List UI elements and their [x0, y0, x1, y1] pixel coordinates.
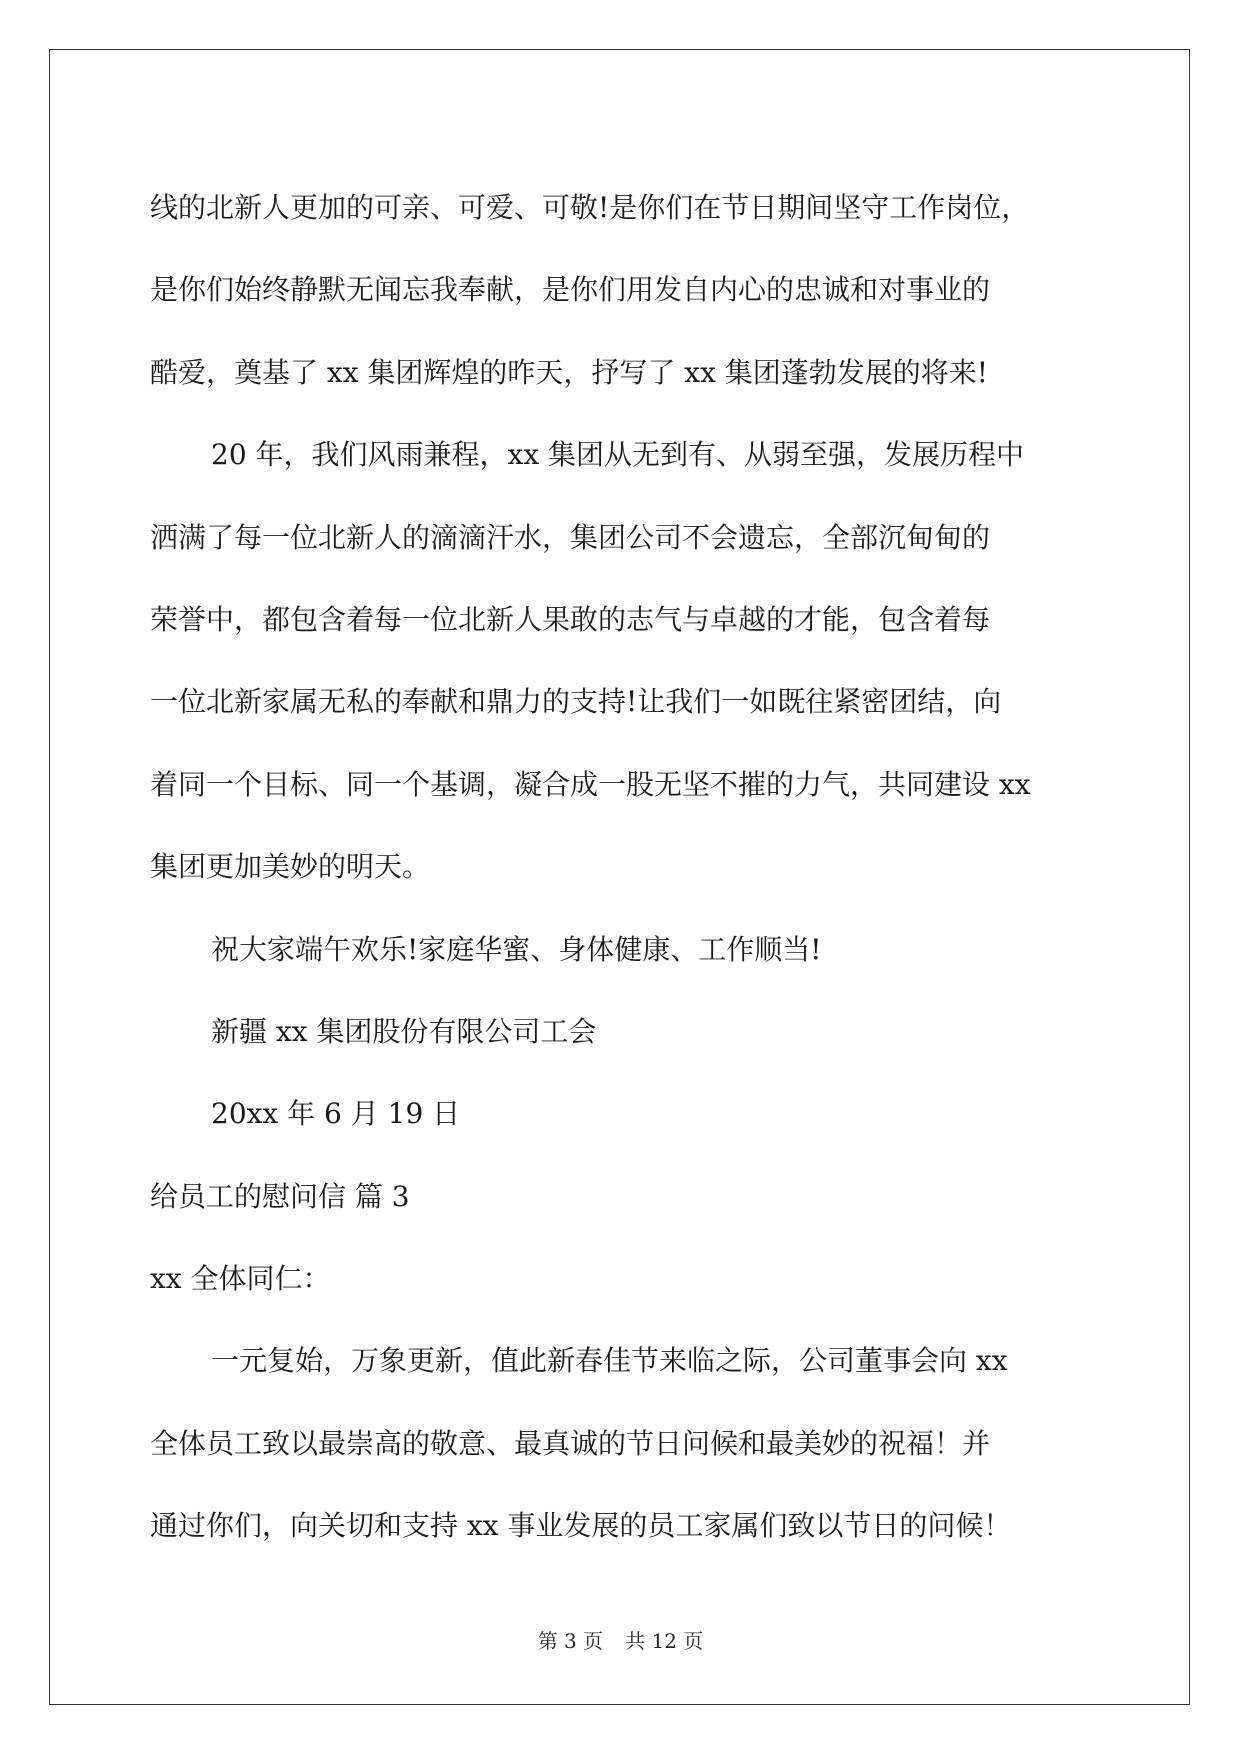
paragraph-line: 20 年，我们风雨兼程，xx 集团从无到有、从弱至强，发展历程中: [211, 438, 1025, 472]
signature-date: 20xx 年 6 月 19 日: [211, 1097, 461, 1131]
salutation: xx 全体同仁：: [150, 1262, 331, 1296]
paragraph-line: 集团更加美妙的明天。: [150, 850, 431, 884]
section-heading: 给员工的慰问信 篇 3: [150, 1179, 410, 1213]
paragraph-line: 着同一个目标、同一个基调，凝合成一股无坚不摧的力气，共同建设 xx: [150, 767, 1031, 801]
page-number: 第 3 页: [537, 1629, 604, 1653]
paragraph-line: 全体员工致以最崇高的敬意、最真诚的节日问候和最美妙的祝福！并: [150, 1426, 991, 1460]
document-body: [150, 167, 1090, 1568]
paragraph-line: 荣誉中，都包含着每一位北新人果敢的志气与卓越的才能，包含着每: [150, 602, 991, 636]
greeting-line: 祝大家端午欢乐!家庭华蜜、身体健康、工作顺当!: [211, 932, 822, 966]
paragraph-line: 是你们始终静默无闻忘我奉献，是你们用发自内心的忠诚和对事业的: [150, 273, 991, 307]
paragraph-line: 通过你们，向关切和支持 xx 事业发展的员工家属们致以节日的问候！: [150, 1509, 1012, 1543]
paragraph-line: 酷爱，奠基了 xx 集团辉煌的昨天，抒写了 xx 集团蓬勃发展的将来!: [150, 355, 989, 389]
signature-org: 新疆 xx 集团股份有限公司工会: [211, 1014, 597, 1048]
paragraph-line: 线的北新人更加的可亲、可爱、可敬!是你们在节日期间坚守工作岗位，: [150, 191, 1030, 224]
paragraph-line: 一元复始，万象更新，值此新春佳节来临之际，公司董事会向 xx: [211, 1344, 1008, 1378]
page-footer: [0, 1628, 1241, 1654]
paragraph-line: 一位北新家属无私的奉献和鼎力的支持!让我们一如既往紧密团结，向: [150, 685, 1002, 719]
paragraph-line: 洒满了每一位北新人的滴滴汗水，集团公司不会遗忘，全部沉甸甸的: [150, 520, 991, 554]
page-total: 共 12 页: [625, 1629, 704, 1653]
